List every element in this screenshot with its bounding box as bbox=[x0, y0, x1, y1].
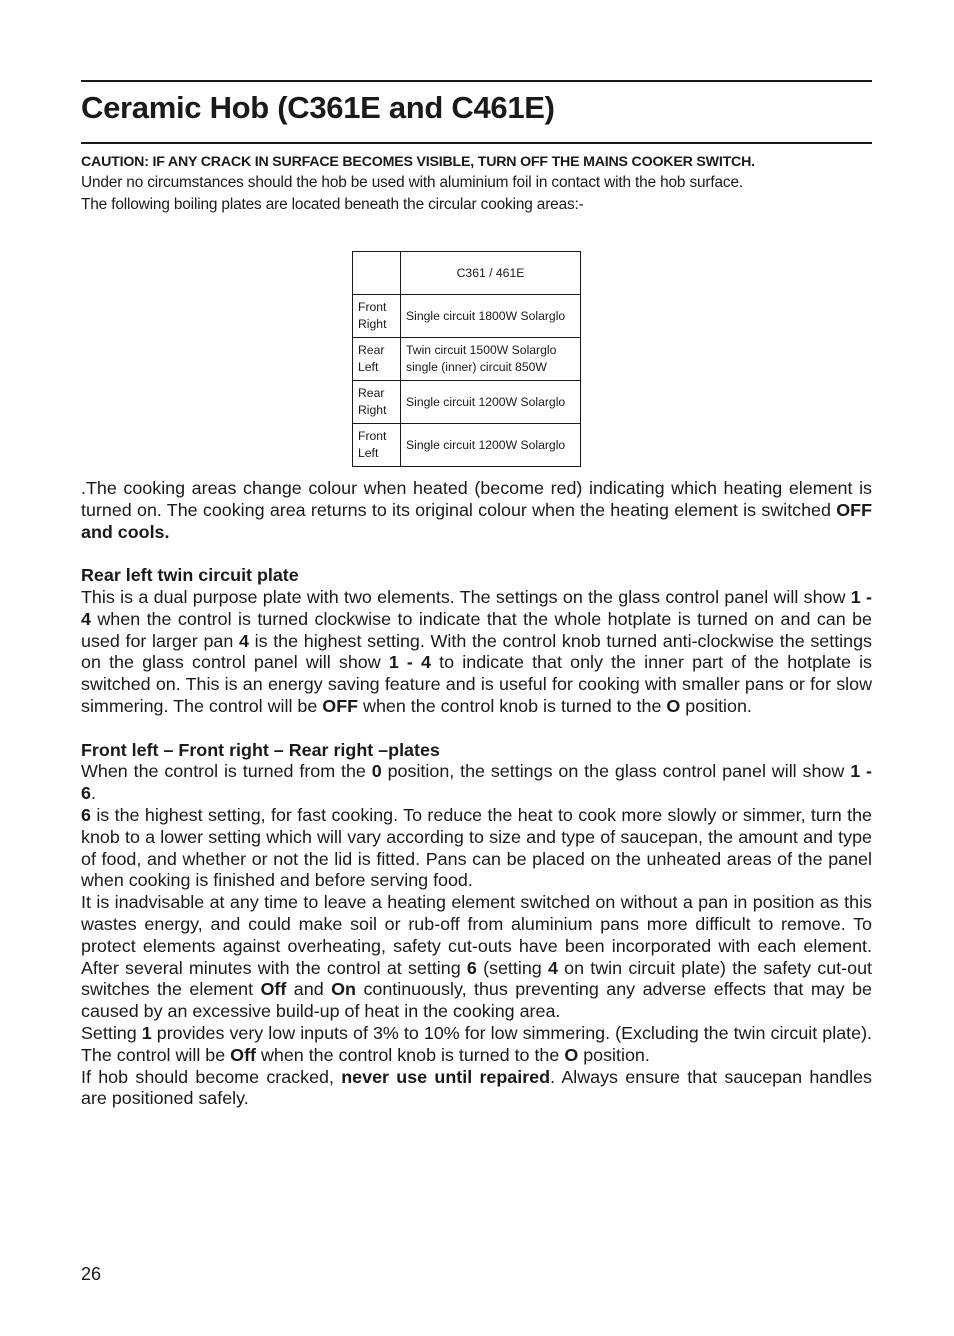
table-row bbox=[353, 295, 581, 338]
bold-run: On bbox=[331, 979, 356, 1000]
description-line: single (inner) circuit 850W bbox=[406, 360, 547, 374]
description-line: Twin circuit 1500W Solarglo bbox=[406, 343, 557, 357]
plates-paragraph-cracked bbox=[81, 1067, 872, 1111]
spacer bbox=[81, 718, 872, 740]
text-run: If hob should become cracked, bbox=[81, 1066, 342, 1087]
spacer bbox=[81, 543, 872, 565]
description-line: Single circuit 1200W Solarglo bbox=[406, 394, 566, 409]
page-number: 26 bbox=[81, 1264, 102, 1284]
bold-run: 1 - 6 bbox=[81, 761, 872, 804]
text-run: position. bbox=[680, 695, 752, 716]
text-run: Setting bbox=[81, 1022, 142, 1043]
text-run: when the control is turned clockwise to indicate that the whole hotplate is turned on and can be used for larger pan bbox=[81, 608, 872, 651]
text-run: is the highest setting. With the control knob turned anti-clockwise the settings on the glass control panel will show bbox=[81, 630, 872, 673]
text-run: . Always ensure that saucepan handles are positioned safely. bbox=[81, 1066, 872, 1109]
table-row bbox=[353, 381, 581, 424]
text-run: This is a dual purpose plate with two elements. The settings on the glass control panel will show bbox=[81, 586, 851, 607]
text-run: position, the settings on the glass control panel will show bbox=[381, 761, 851, 782]
bold-run: 1 bbox=[141, 1022, 152, 1043]
bold-run: 6 bbox=[466, 957, 477, 978]
bold-run: 4 bbox=[238, 630, 249, 651]
description-cell bbox=[401, 381, 581, 424]
text-run: position. bbox=[578, 1044, 650, 1065]
table-header-row bbox=[353, 252, 581, 295]
bold-run: O bbox=[564, 1044, 579, 1065]
text-run: . bbox=[90, 783, 96, 804]
text-run: It is inadvisable at any time to leave a heating element switched on without a pan in position as this wastes energy, and could make soil or rub-off from aluminium pans more difficult to remove. To protect elements against overheating, safety cut-outs have been incorporated with each element. After several minutes with the control at setting bbox=[81, 892, 872, 978]
intro-line-foil: Under no circumstances should the hob be used with aluminium foil in contact with the hob surface. bbox=[81, 174, 744, 191]
description-line: Single circuit 1800W Solarglo bbox=[406, 308, 566, 323]
colour-change-paragraph bbox=[81, 478, 872, 543]
plates-paragraph-control bbox=[81, 761, 872, 805]
table-header-model: C361 / 461E bbox=[401, 252, 581, 295]
position-line: Front bbox=[358, 429, 387, 443]
bold-run: 6 bbox=[81, 804, 91, 825]
body-text bbox=[81, 478, 872, 1110]
page-title: Ceramic Hob (C361E and C461E) bbox=[81, 90, 555, 125]
bold-run: 4 bbox=[547, 957, 558, 978]
position-line: Left bbox=[358, 446, 379, 460]
colour-change-bold: OFF and cools. bbox=[81, 499, 872, 542]
bold-run: O bbox=[666, 695, 681, 716]
bold-run: 1 - 4 bbox=[388, 652, 432, 673]
description-cell bbox=[401, 295, 581, 338]
table-row bbox=[353, 424, 581, 467]
bold-run: Off bbox=[230, 1044, 256, 1065]
plates-paragraph-safety bbox=[81, 892, 872, 1023]
text-run: and bbox=[286, 979, 332, 1000]
twin-circuit-paragraph bbox=[81, 587, 872, 718]
bold-run: 1 - 4 bbox=[81, 586, 872, 629]
text-run: when the control knob is turned to the bbox=[358, 695, 667, 716]
table-row bbox=[353, 338, 581, 381]
text-run: on twin circuit plate) the safety cut-out switches the element bbox=[81, 957, 872, 1000]
position-line: Rear bbox=[358, 343, 385, 357]
intro-block bbox=[81, 152, 872, 216]
twin-circuit-heading: Rear left twin circuit plate bbox=[81, 565, 299, 586]
bold-run: Off bbox=[260, 979, 287, 1000]
position-cell bbox=[353, 381, 401, 424]
position-cell bbox=[353, 338, 401, 381]
plates-heading: Front left – Front right – Rear right –plates bbox=[81, 739, 440, 760]
top-rule bbox=[81, 80, 872, 82]
position-cell bbox=[353, 424, 401, 467]
text-run: provides very low inputs of 3% to 10% for low simmering. (Excluding the twin circuit plate). The control will be bbox=[81, 1022, 873, 1065]
bold-run: OFF bbox=[322, 695, 359, 716]
table-header-empty-cell bbox=[353, 252, 401, 295]
caution-text: CAUTION: IF ANY CRACK IN SURFACE BECOMES VISIBLE, TURN OFF THE MAINS COOKER SWITCH. bbox=[81, 154, 755, 170]
description-cell bbox=[401, 338, 581, 381]
description-line: Single circuit 1200W Solarglo bbox=[406, 437, 566, 452]
plates-paragraph-highest bbox=[81, 805, 872, 892]
text-run: (setting bbox=[476, 957, 548, 978]
plates-paragraph-simmer bbox=[81, 1023, 872, 1067]
colour-change-text: .The cooking areas change colour when heated (become red) indicating which heating element is turned on. The cooking area returns to its original colour when the heating element is switched bbox=[81, 478, 872, 520]
description-cell bbox=[401, 424, 581, 467]
text-run: is the highest setting, for fast cooking. To reduce the heat to cook more slowly or simmer, turn the knob to a lower setting which will vary according to size and type of saucepan, the amount and type of food, and whether or not the lid is fitted. Pans can be placed on the unheated areas of the panel when cooking is finished and before serving food. bbox=[81, 804, 872, 891]
position-line: Right bbox=[358, 317, 387, 331]
bold-run: never use until repaired bbox=[341, 1066, 551, 1087]
bold-run: 0 bbox=[371, 761, 382, 782]
position-line: Front bbox=[358, 300, 387, 314]
title-bottom-rule bbox=[81, 142, 872, 144]
text-run: to indicate that only the inner part of the hotplate is switched on. This is an energy saving feature and is useful for cooking with smaller pans or for slow simmering. The control will be bbox=[81, 652, 872, 716]
position-line: Right bbox=[358, 403, 387, 417]
position-line: Left bbox=[358, 360, 379, 374]
text-run: continuously, thus preventing any adverse effects that may be caused by an excessive build-up of heat in the cooking area. bbox=[81, 979, 872, 1022]
text-run: when the control knob is turned to the bbox=[256, 1044, 565, 1065]
boiling-plates-table bbox=[352, 251, 581, 467]
position-line: Rear bbox=[358, 386, 385, 400]
text-run: When the control is turned from the bbox=[81, 761, 372, 782]
intro-line-plates: The following boiling plates are located beneath the circular cooking areas:- bbox=[81, 196, 584, 213]
position-cell bbox=[353, 295, 401, 338]
